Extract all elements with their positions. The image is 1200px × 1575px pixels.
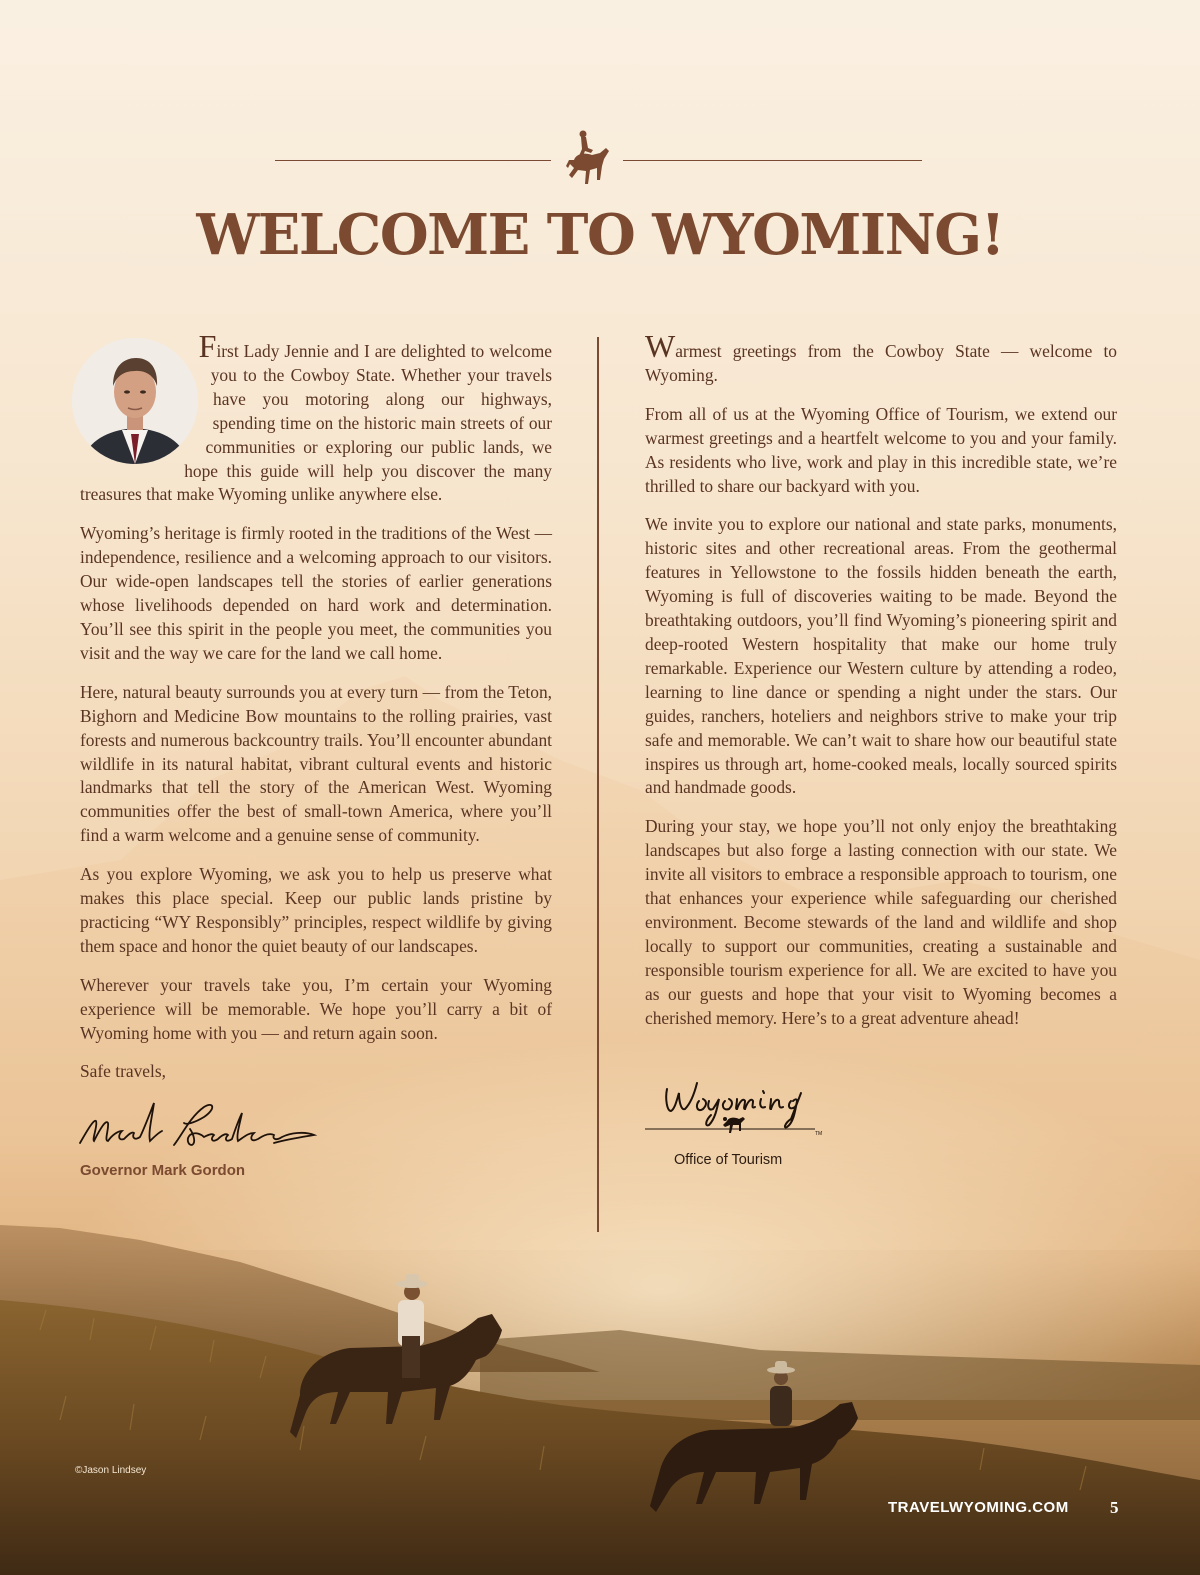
wyoming-office-of-tourism-logo <box>645 1075 825 1147</box>
page-number: 5 <box>1110 1498 1119 1517</box>
tourism-paragraph-1: Warmest greetings from the Cowboy State — welcome to Wyoming. <box>645 328 1117 385</box>
photo-credit: ©Jason Lindsey <box>75 1465 147 1476</box>
tourism-paragraph-4: During your stay, we hope you’ll not only enjoy the breathtaking landscapes but also forge a lasting connection with our state. We invite all visitors to embrace a responsible approach to tourism, one that enhances your experience while safeguarding our cherished environment. Become stewards of the land and wildlife and shop locally to support our communities, creating a sustainable and responsible tourism experience for all. We are excited to have you as our guests and hope that your visit to Wyoming becomes a cherished memory. Here’s to a great adventure ahead! <box>645 816 1117 1028</box>
governor-paragraph-3: Here, natural beauty surrounds you at every turn — from the Teton, Bighorn and Medicine Bow mountains to the rolling prairies, vast forests and numerous backcountry trails. You’ll encounter abundant wildlife in its natural habitat, vibrant cultural events and historic landmarks that tell the story of the American West. Wyoming communities offer the best of small-town America, where you’ll find a warm welcome and a genuine sense of community. <box>80 681 552 846</box>
tourism-paragraph-3: We invite you to explore our national and state parks, monuments, historic sites and other recreational areas. From the geothermal features in Yellowstone to the fossils hidden beneath the earth, Wyoming is full of discoveries waiting to be made. Beyond the breathtaking outdoors, you’ll find Wyoming’s pioneering spirit and deep-rooted Western hospitality that make our home truly remarkable. Experience our Western culture by attending a rodeo, learning to line dance or spending a night under the stars. Our guides, ranchers, hoteliers and neighbors strive to make your trip safe and memorable. We can’t wait to share how our beautiful state inspires us through art, home-cooked meals, locally sourced spirits and handmade goods. <box>645 514 1117 798</box>
governor-paragraph-1: First Lady Jennie and I are delighted to welcome you to the Cowboy State. Whether your travels have you motoring along our highways, spending time on the historic main streets of our communities or exploring our public lands, we hope this guide will help you discover the many treasures that make Wyoming unlike anywhere else. <box>80 340 552 507</box>
tourism-letter <box>645 328 1117 1045</box>
tourism-paragraph-2: From all of us at the Wyoming Office of Tourism, we extend our warmest greetings and a heartfelt welcome to you and your family. As residents who live, work and play in this incredible state, we’re thrilled to share our backyard with you. <box>645 403 1117 496</box>
bucking-horse-rider-icon <box>566 128 610 190</box>
governor-paragraph-2: Wyoming’s heritage is firmly rooted in the traditions of the West — independence, resilience and a welcoming approach to our visitors. Our wide-open landscapes tell the stories of earlier generations whose livelihoods depended on hard work and determination. You’ll see this spirit in the people you meet, the communities you visit and the way we care for the land we call home. <box>80 523 552 663</box>
governor-signature <box>78 1099 318 1151</box>
governor-letter <box>80 328 552 1183</box>
governor-portrait <box>72 338 198 464</box>
header-rule-left <box>275 160 551 161</box>
page-title: WELCOME TO WYOMING! <box>196 202 1004 268</box>
closing-line: Safe travels, <box>80 1061 166 1082</box>
governor-paragraph-5: Wherever your travels take you, I’m certain your Wyoming experience will be memorable. We hope you’ll carry a bit of Wyoming home with you — and return again soon. <box>80 974 552 1043</box>
trademark-mark: TM <box>815 1131 823 1137</box>
column-divider <box>597 337 599 1232</box>
office-of-tourism-caption: Office of Tourism <box>674 1152 783 1168</box>
header-rule-right <box>623 160 922 161</box>
governor-dropcap: F <box>198 328 217 364</box>
governor-name: Governor Mark Gordon <box>80 1162 246 1180</box>
governor-paragraph-4: As you explore Wyoming, we ask you to help us preserve what makes this place special. Keep our public lands pristine by practicing “WY Responsibly” principles, respect wildlife by giving them space and honor the quiet beauty of our landscapes. <box>80 864 552 956</box>
website-url[interactable]: TRAVELWYOMING.COM <box>888 1499 1069 1516</box>
tourism-dropcap: W <box>645 328 676 364</box>
